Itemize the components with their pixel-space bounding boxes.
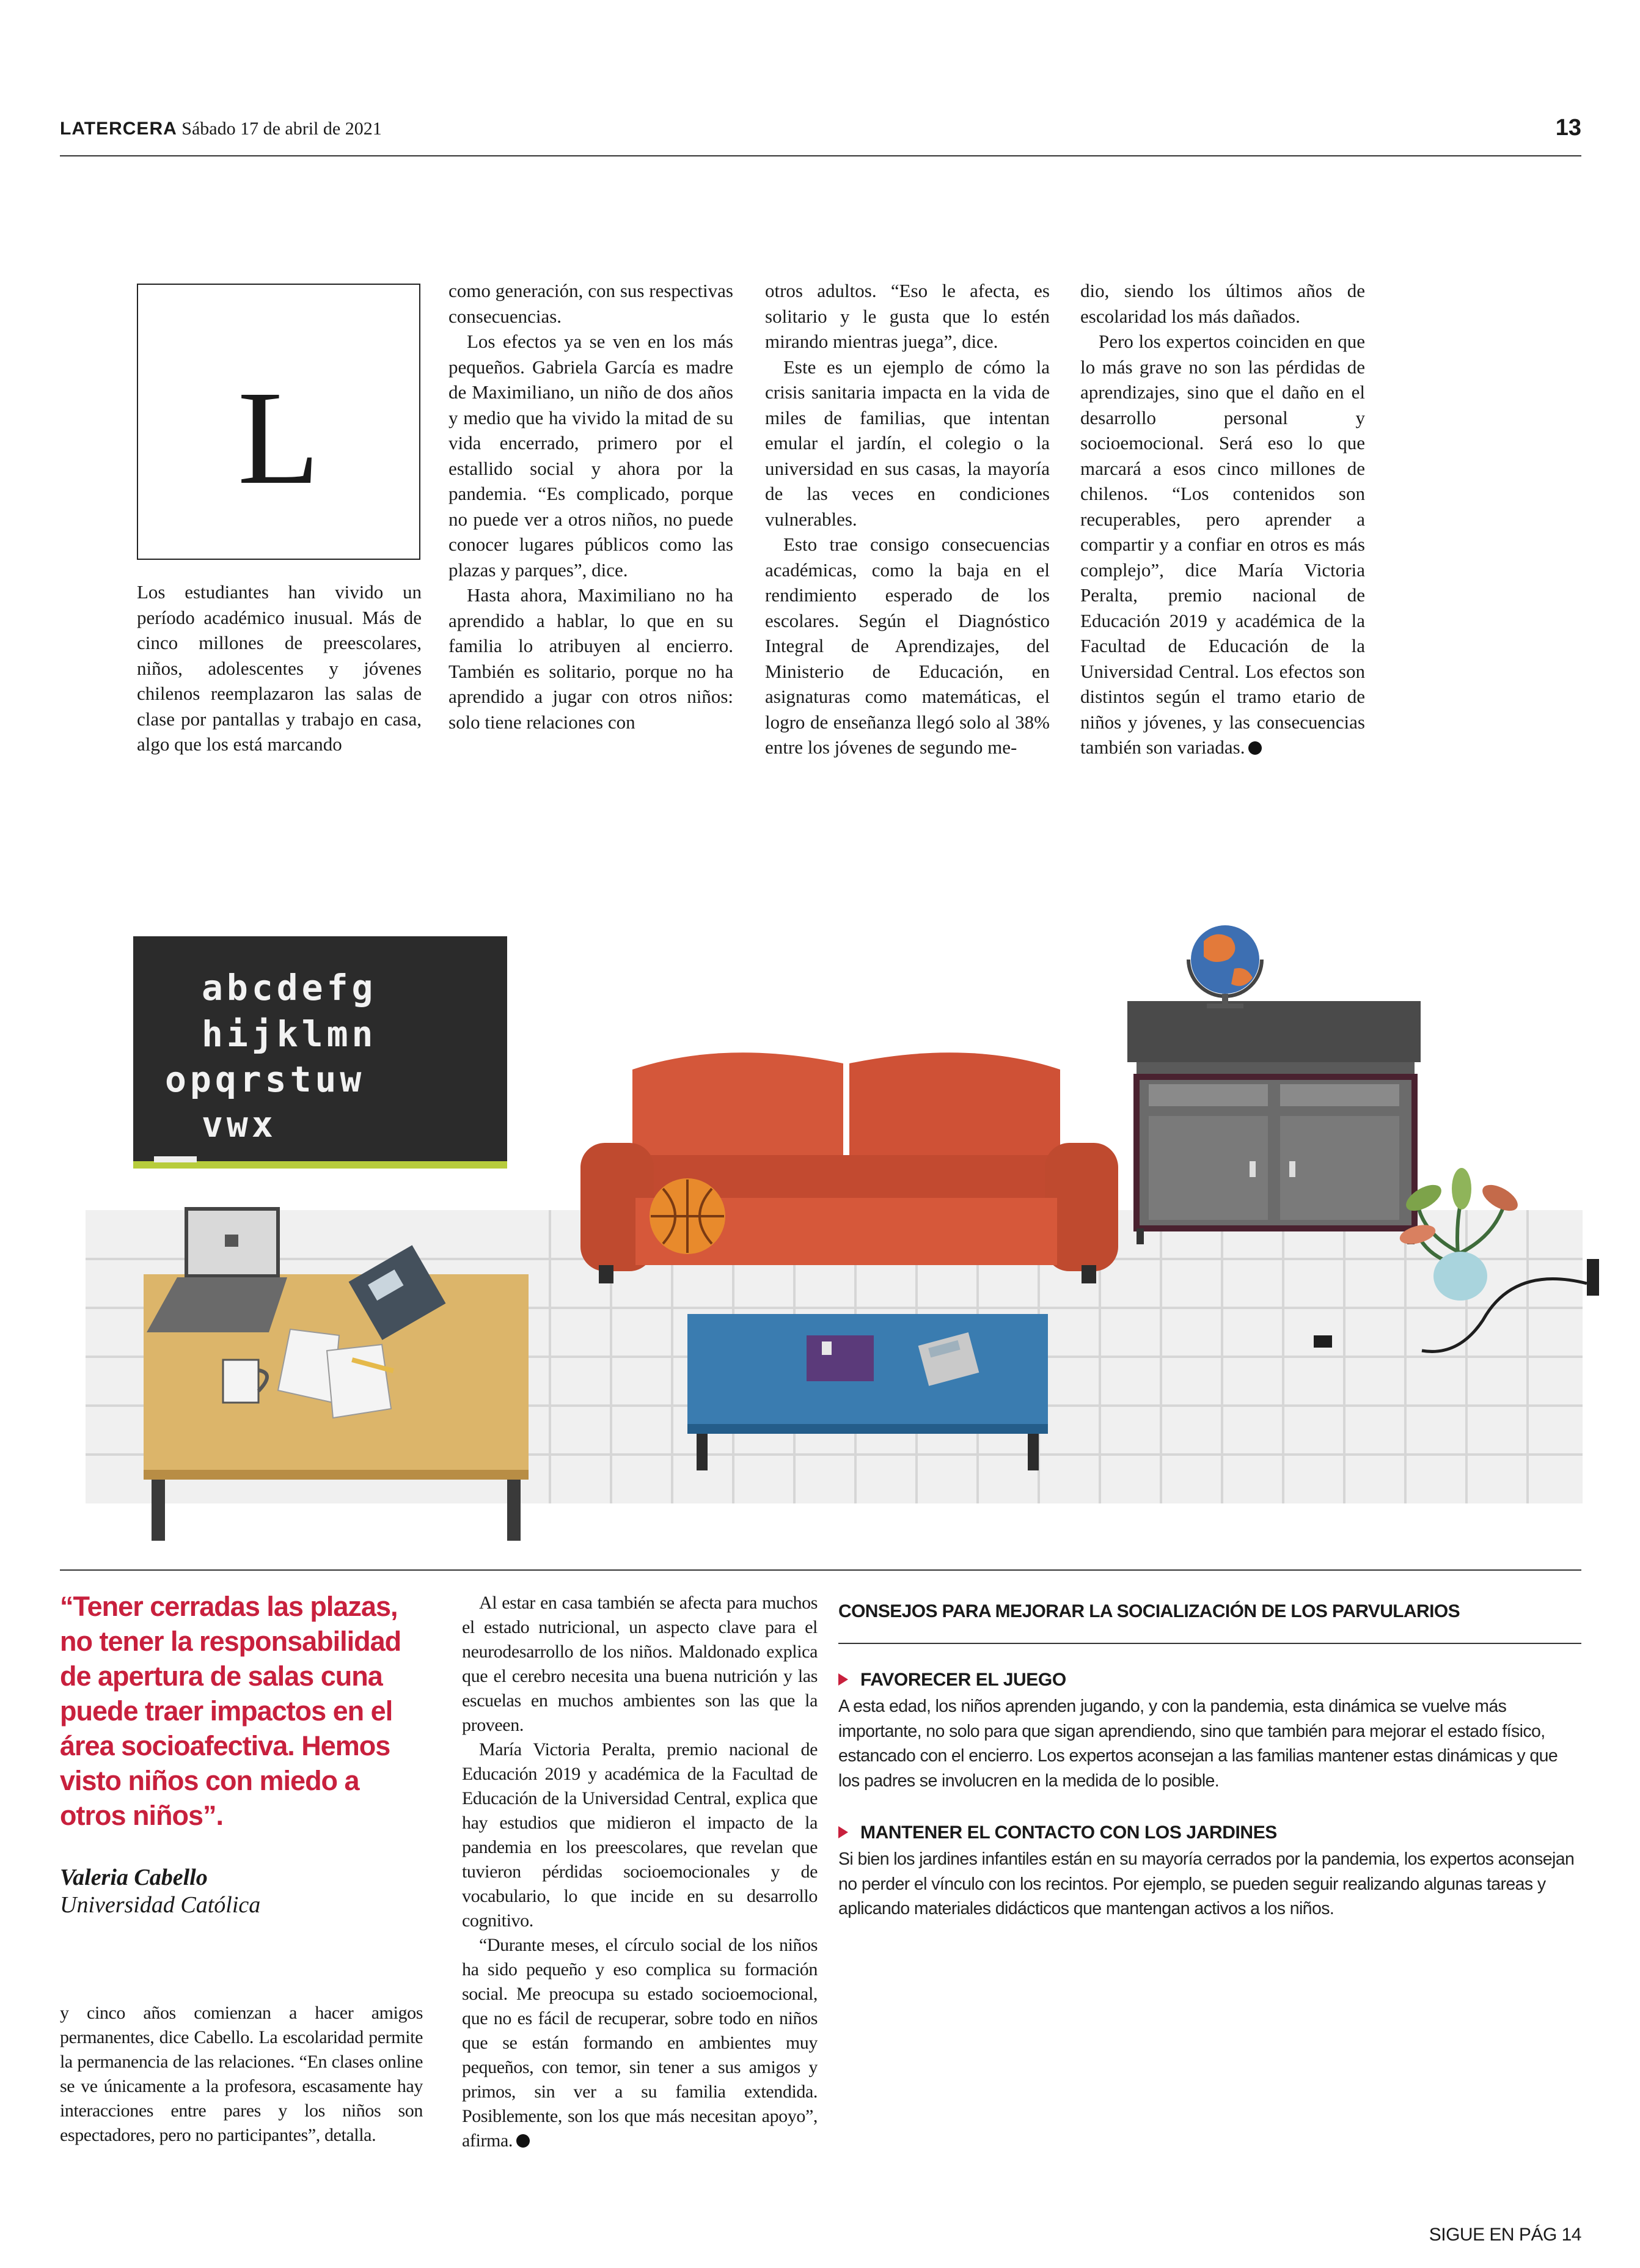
article-paragraph: y cinco años comienzan a hacer amigos permanentes, dice Cabello. La escolaridad permite la permanencia de las relaciones. “En clases online se ve únicamente a la profesora, escasamente hay interacciones entre pares y los niños son espectadores, pero no participantes”, detalla. — [60, 2003, 423, 2145]
article-paragraph-text: “Durante meses, el círculo social de los niños ha sido pequeño y eso complica su formación social. Me preocupa su estado socioemocional, que no es fácil de recuperar, sobre todo en niños que se están formando en ambientes muy pequeños, con temor, sin tener a sus amigos y primos, sin ver a su familia extendida. Posiblemente, son los que más necesitan apoyo”, afirma. — [462, 1935, 818, 2151]
article-paragraph: dio, siendo los últimos años de escolaridad los más dañados. — [1080, 280, 1365, 327]
article-paragraph: Los efectos ya se ven en los más pequeños. Gabriela García es madre de Maximiliano, un niño de dos años y medio que ha vivido la mitad de su vida encerrado, primero por el estallido social y ahora por la pandemia. “Es complicado, porque no puede ver a otros niños, no puede conocer lugares públicos como las plazas y parques”, dice. — [448, 331, 733, 581]
sofa — [580, 1052, 1118, 1283]
article-paragraph: Esto trae consigo consecuencias académicas, como la baja en el rendimiento esperado de los escolares. Según el Diagnóstico Integral de Aprendizajes, del Ministerio de Educación, en asignaturas como matemáticas, el logro de enseñanza llegó solo al 38% entre los jóvenes de segundo me- — [765, 534, 1050, 758]
article-paragraph: como generación, con sus respectivas consecuencias. — [448, 280, 733, 327]
tip-body: A esta edad, los niños aprenden jugando, y con la pandemia, esta dinámica se vuelve más importante, no solo para que sigan aprendiendo, sino que también para mejorar el estado físico, estancado con el encierro. Los expertos aconsejan a las familias mantener estas dinámicas y que los padres se involucren en la medida de lo posible. — [838, 1697, 1558, 1791]
article-paragraph: Hasta ahora, Maximiliano no ha aprendido a hablar, lo que en su familia lo atribuyen al encierro. También es solitario, porque no ha aprendido a jugar con otros niños: solo tiene relaciones con — [448, 584, 733, 733]
chalkboard — [133, 936, 507, 1169]
sidebar-title: CONSEJOS PARA MEJORAR LA SOCIALIZACIÓN DE LOS PARVULARIOS — [838, 1601, 1460, 1621]
article-column-1 — [448, 278, 733, 735]
chalk-letters: abcdefg — [202, 967, 377, 1008]
cabinet — [1127, 1001, 1421, 1244]
tip-heading-text: MANTENER EL CONTACTO CON LOS JARDINES — [860, 1822, 1277, 1843]
quote-affiliation: Universidad Católica — [60, 1892, 261, 1918]
pull-quote: “Tener cerradas las plazas, no tener la responsabilidad de apertura de salas cuna puede traer impactos en el área socioafectiva. Hemos visto niños con miedo a otros niños”. — [60, 1591, 401, 1831]
continued-on-page[interactable]: SIGUE EN PÁG 14 — [1429, 2225, 1581, 2245]
article-column-3 — [1080, 278, 1365, 760]
article-paragraph: otros adultos. “Eso le afecta, es solitario y le gusta que lo estén mirando mientras juega”, dice. — [765, 280, 1050, 352]
arrow-icon — [838, 1826, 848, 1838]
issue-date: Sábado 17 de abril de 2021 — [181, 119, 382, 139]
section-rule — [60, 1569, 1581, 1571]
article-column-2 — [765, 278, 1050, 760]
arrow-icon — [838, 1673, 848, 1686]
globe-icon — [1188, 925, 1262, 1008]
tip-heading-text: FAVORECER EL JUEGO — [860, 1670, 1066, 1690]
tip-heading — [838, 1822, 1277, 1843]
chalk-letters: opqrstuw — [165, 1059, 365, 1100]
intro-text: Los estudiantes han vivido un período académico inusual. Más de cinco millones de preescolares, niños, adolescentes y jóvenes chilenos reemplazaron las salas de clase por pantallas y trabajo en casa, algo que los está marcando — [137, 581, 422, 755]
tip-heading — [838, 1670, 1066, 1690]
end-mark-icon — [1248, 741, 1262, 755]
masthead — [60, 119, 382, 139]
tip-body: Si bien los jardines infantiles están en su mayoría cerrados por la pandemia, los expertos aconsejan no perder el vínculo con los recintos. Por ejemplo, se pueden seguir realizando algunas tareas y aplicando materiales didácticos que mantengan activos a los niños. — [838, 1849, 1575, 1918]
article-paragraph — [1080, 329, 1365, 760]
article-column-bottom-left — [60, 2001, 423, 2148]
article-paragraph: Al estar en casa también se afecta para muchos el estado nutricional, un aspecto clave para el neurodesarrollo de los niños. Maldonado explica que el cerebro necesita una buena nutrición y las escuelas en muchos ambientes son las que la proveen. — [462, 1593, 818, 1735]
article-paragraph: Este es un ejemplo de cómo la crisis sanitaria impacta en la vida de miles de familias, que intentan emular el jardín, el colegio o la universidad en sus casas, la mayoría de las veces en condiciones vulnerables. — [765, 356, 1050, 530]
chalk-letters: vwx — [202, 1104, 277, 1145]
chalk-letters: hijklmn — [202, 1013, 377, 1055]
sidebar-rule — [838, 1643, 1581, 1644]
brand-name: LATERCERA — [60, 119, 177, 139]
basketball-icon — [650, 1178, 725, 1254]
article-paragraph — [462, 1933, 818, 2153]
intro-paragraph — [137, 579, 422, 757]
article-paragraph: María Victoria Peralta, premio nacional de Educación 2019 y académica de la Facultad de Educación de la Universidad Central, explica que hay estudios que midieron el impacto de la pandemia en los preescolares, que revelan que tuvieron pérdidas socioemocionales y de vocabulario, lo que incide en su desarrollo cognitivo. — [462, 1739, 818, 1931]
page-number: 13 — [1555, 115, 1581, 141]
article-column-bottom-mid — [462, 1591, 818, 2153]
quote-author: Valeria Cabello — [60, 1865, 208, 1890]
classroom-illustration — [0, 911, 1640, 1546]
end-mark-icon — [516, 2134, 530, 2148]
header-rule — [60, 155, 1581, 156]
article-paragraph-text: Pero los expertos coinciden en que lo más grave no son las pérdidas de aprendizajes, sino que el daño en el desarrollo personal y socioemocional. Será eso lo que marcará a esos cinco millones de chilenos. “Los contenidos son recuperables, pero aprender a compartir y a confiar en otros es más complejo”, dice María Victoria Peralta, premio nacional de Educación 2019 y académica de la Facultad de Educación de la Universidad Central. Los efectos son distintos según el tramo etario de niños y jóvenes, y las consecuencias también son variadas. — [1080, 331, 1365, 758]
drop-cap-box — [137, 284, 420, 560]
drop-cap: L — [237, 363, 320, 512]
